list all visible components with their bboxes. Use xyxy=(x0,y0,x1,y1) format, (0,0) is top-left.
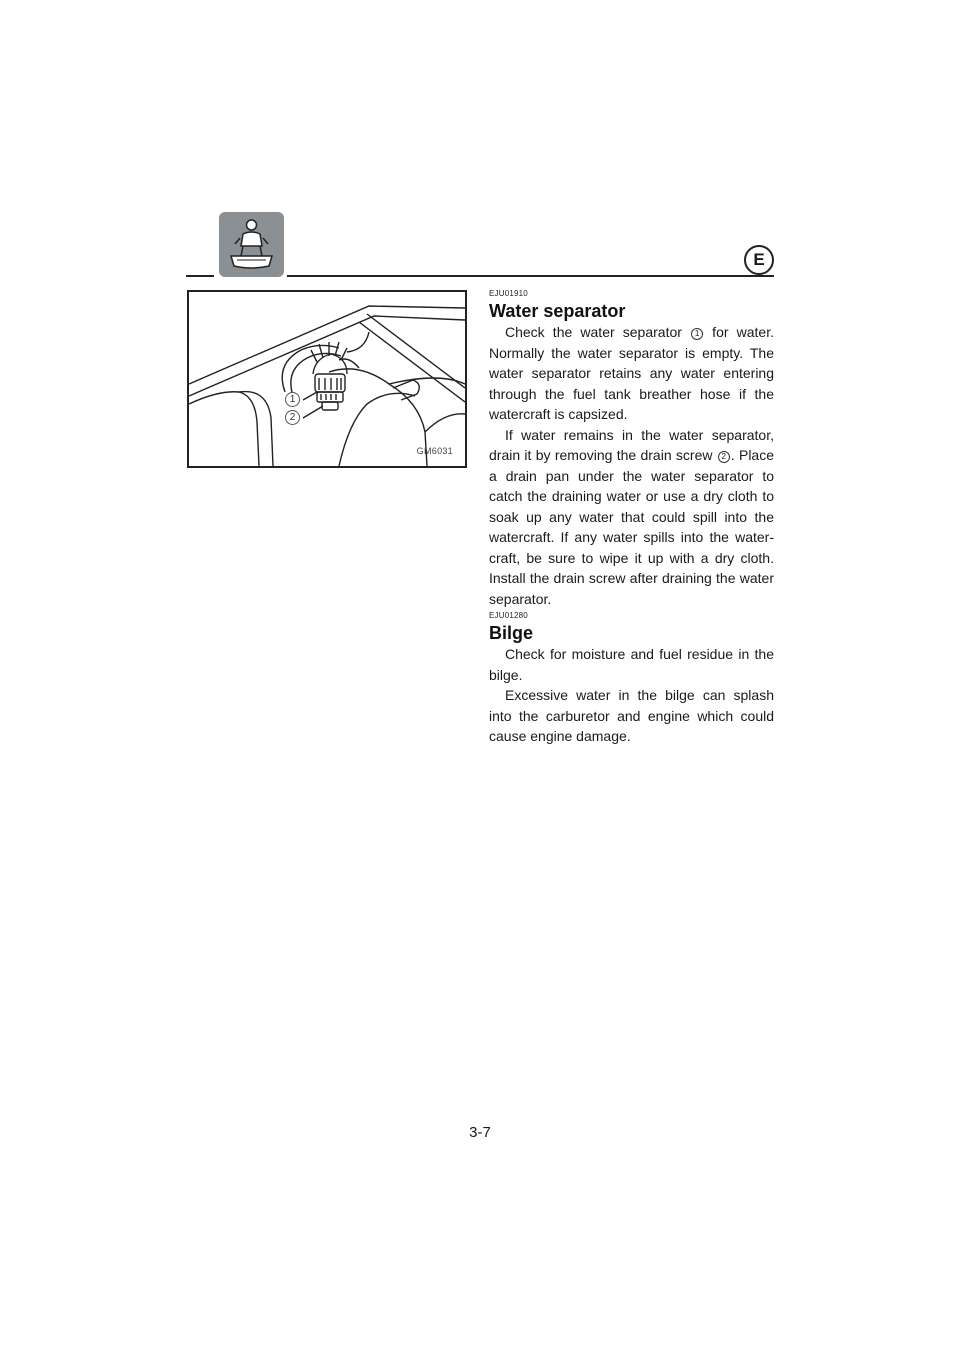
language-badge: E xyxy=(744,245,774,275)
paragraph: Check the water separator 1 for water. Normally the water separator is empty. The water separator retains any water entering through the fuel tank breather hose if the watercraft is capsized. xyxy=(489,324,774,422)
paragraph: If water remains in the water separator, drain it by removing the drain screw 2 . Place a drain pan under the water separator to catch the draining water or use a dry cloth to soak up any water that could spill into the watercraft. If any water spills into the water-craft, be sure to wipe it up with a dry cloth. Install the drain screw after draining the water separator. xyxy=(489,426,774,607)
ref-callout-1: 1 xyxy=(691,328,703,340)
section-title: Bilge xyxy=(489,623,534,643)
section-code: EJU01910 xyxy=(489,289,528,298)
watercraft-rider-icon xyxy=(219,212,284,277)
water-separator-illustration xyxy=(187,290,467,468)
section-water-separator xyxy=(489,289,774,609)
callout-1: 1 xyxy=(285,392,300,407)
figure-code: GM6031 xyxy=(416,446,453,456)
section-title: Water separator xyxy=(489,301,626,321)
section-bilge xyxy=(489,611,774,747)
header-rule-right xyxy=(287,275,774,277)
ref-callout-2: 2 xyxy=(718,451,730,463)
paragraph: Excessive water in the bilge can splash into the carburetor and engine which could cause engine damage. xyxy=(489,687,774,744)
section-code: EJU01280 xyxy=(489,611,528,620)
callout-2: 2 xyxy=(285,410,300,425)
paragraph: Check for moisture and fuel residue in the bilge. xyxy=(489,646,774,683)
page-number: 3-7 xyxy=(469,1124,491,1141)
header-rule-left xyxy=(186,275,214,277)
